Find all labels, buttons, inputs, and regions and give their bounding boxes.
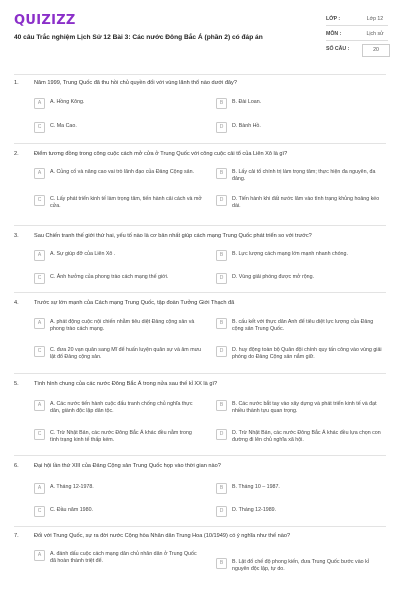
meta-row-class: [326, 14, 388, 29]
meta-label-subject: MÔN :: [326, 31, 342, 37]
option-text: B. Đài Loan.: [232, 99, 262, 105]
question-number: 4.: [14, 300, 19, 306]
option-letter-b: B: [216, 558, 227, 569]
meta-value-class: Lớp 12: [366, 16, 384, 22]
page-header: [0, 0, 400, 72]
option-text: C. Lấy phát triển kinh tế làm trọng tâm, tiến hành cải cách và mở cửa.: [50, 196, 202, 210]
option-letter-c: C: [34, 273, 45, 284]
document-meta: [326, 14, 388, 59]
option-letter-a: A: [34, 250, 45, 261]
option-letter-a: A: [34, 550, 45, 561]
option-text: A. phát động cuộc nội chiến nhằm tiêu diệt Đảng cộng sản và phong trào cách mạng.: [50, 319, 195, 333]
question-number: 7.: [14, 533, 19, 539]
divider: [326, 25, 388, 26]
meta-row-subject: [326, 29, 388, 44]
question-number: 6.: [14, 463, 19, 469]
option-text: A. Sự giúp đỡ của Liên Xô .: [50, 251, 116, 257]
question-text: Sau Chiến tranh thế giới thứ hai, yếu tố nào là cơ bản nhất giúp cách mạng Trung Quốc phát triển so với trước?: [34, 233, 312, 239]
option-letter-d: D: [216, 429, 227, 440]
option-text: B. Lực lượng cách mạng lớn mạnh nhanh chóng.: [232, 251, 348, 257]
divider: [326, 40, 388, 41]
option-text: D. Vùng giải phóng được mở rộng.: [232, 274, 315, 280]
option-text: A. Củng cố và nâng cao vai trò lãnh đạo của Đảng Cộng sản.: [50, 169, 194, 175]
option-letter-c: C: [34, 429, 45, 440]
option-letter-b: B: [216, 98, 227, 109]
option-letter-c: C: [34, 195, 45, 206]
divider: [14, 526, 386, 527]
divider: [14, 292, 386, 293]
option-letter-c: C: [34, 346, 45, 357]
meta-label-class: LỚP :: [326, 16, 341, 22]
option-letter-b: B: [216, 400, 227, 411]
option-text: A. Các nước tiến hành cuộc đấu tranh chống chủ nghĩa thực dân, giành độc lập dân tộc.: [50, 401, 193, 415]
meta-value-subject: Lịch sử: [366, 31, 384, 37]
option-text: A. Tháng 12-1978.: [50, 484, 94, 490]
question-text: Điểm tương đồng trong công cuộc cách mở cửa ở Trung Quốc với công cuộc cải tổ của Liên Xô là gì?: [34, 151, 288, 157]
option-letter-d: D: [216, 122, 227, 133]
option-text: C. Ma Cao.: [50, 123, 77, 129]
question-number: 2.: [14, 151, 19, 157]
divider: [14, 74, 386, 75]
option-letter-c: C: [34, 506, 45, 517]
option-letter-d: D: [216, 195, 227, 206]
option-text: D. huy động toàn bộ Quân đội chính quy tấn công vào vùng giải phóng do Đảng Cộng sản nắm giữ.: [232, 347, 382, 361]
option-letter-d: D: [216, 506, 227, 517]
divider: [14, 373, 386, 374]
option-letter-a: A: [34, 400, 45, 411]
option-text: D. Bành Hồ.: [232, 123, 261, 129]
option-text: C. Đầu năm 1980.: [50, 507, 93, 513]
option-letter-a: A: [34, 318, 45, 329]
question-number: 5.: [14, 381, 19, 387]
meta-row-count: [326, 44, 388, 59]
option-text: B. cấu kết với thực dân Anh để tiêu diệt lực lượng của Đảng cộng sản Trung Quốc.: [232, 319, 374, 333]
option-letter-d: D: [216, 346, 227, 357]
option-text: C. đưa 20 vạn quân sang Mĩ để huấn luyện quân sự và âm mưu lật đổ Đảng cộng sản.: [50, 347, 202, 361]
document-title: 40 câu Trắc nghiệm Lịch Sử 12 Bài 3: Các nước Đông Bắc Á (phần 2) có đáp án: [14, 34, 263, 41]
question-text: Năm 1999, Trung Quốc đã thu hồi chủ quyền đối với vùng lãnh thổ nào dưới đây?: [34, 80, 237, 86]
divider: [14, 455, 386, 456]
option-text: D. Tiến hành khi đất nước lâm vào tình trạng khủng hoảng kéo dài.: [232, 196, 380, 210]
option-text: A. đánh dấu cuộc cách mạng dân chủ nhân dân ở Trung Quốc đã hoàn thành triệt để.: [50, 551, 197, 565]
question-text: Đại hội lần thứ XIII của Đảng Cộng sản Trung Quốc họp vào thời gian nào?: [34, 463, 221, 469]
option-text: D. Tháng 12-1989.: [232, 507, 277, 513]
question-text: Trước sự lớn mạnh của Cách mạng Trung Quốc, tập đoàn Tưởng Giới Thạch đã: [34, 300, 235, 306]
question-text: Tình hình chung của các nước Đông Bắc Á trong nửa sau thế kỉ XX là gì?: [34, 381, 218, 387]
option-letter-d: D: [216, 273, 227, 284]
option-text: C. Trừ Nhật Bản, các nước Đông Bắc Á khác đều nằm trong tình trạng kinh tế thấp kém.: [50, 430, 192, 444]
option-text: D. Trừ Nhật Bản, các nước Đông Bắc Á khác đều lựa chọn con đường đi lên chủ nghĩa xã hội.: [232, 430, 381, 444]
divider: [14, 143, 386, 144]
option-letter-b: B: [216, 318, 227, 329]
option-text: B. Lật đổ chế độ phong kiến, đưa Trung Quốc bước vào kỉ nguyên độc lập, tự do.: [232, 559, 369, 573]
option-letter-c: C: [34, 122, 45, 133]
question-number: 1.: [14, 80, 19, 86]
option-text: A. Hồng Kông.: [50, 99, 85, 105]
option-letter-b: B: [216, 483, 227, 494]
option-text: B. Tháng 10 – 1987.: [232, 484, 280, 490]
option-text: B. Lấy cải tổ chính trị làm trọng tâm; thực hiện đa nguyên, đa đảng.: [232, 169, 376, 183]
meta-label-count: SỐ CÂU :: [326, 46, 350, 52]
option-text: C. Ảnh hưởng của phong trào cách mạng thế giới.: [50, 274, 169, 280]
question-number: 3.: [14, 233, 19, 239]
meta-value-count: 20: [362, 44, 390, 57]
option-text: B. Các nước bắt tay vào xây dựng và phát triển kinh tế và đạt nhiều thành tựu quan trọng.: [232, 401, 377, 415]
option-letter-a: A: [34, 98, 45, 109]
option-letter-a: A: [34, 168, 45, 179]
divider: [14, 225, 386, 226]
option-letter-b: B: [216, 250, 227, 261]
option-letter-a: A: [34, 483, 45, 494]
option-letter-b: B: [216, 168, 227, 179]
brand-logo: QUIZIZZ: [14, 13, 76, 28]
question-text: Đối với Trung Quốc, sự ra đời nước Cộng hòa Nhân dân Trung Hoa (10/1949) có ý nghĩa như thế nào?: [34, 533, 291, 539]
